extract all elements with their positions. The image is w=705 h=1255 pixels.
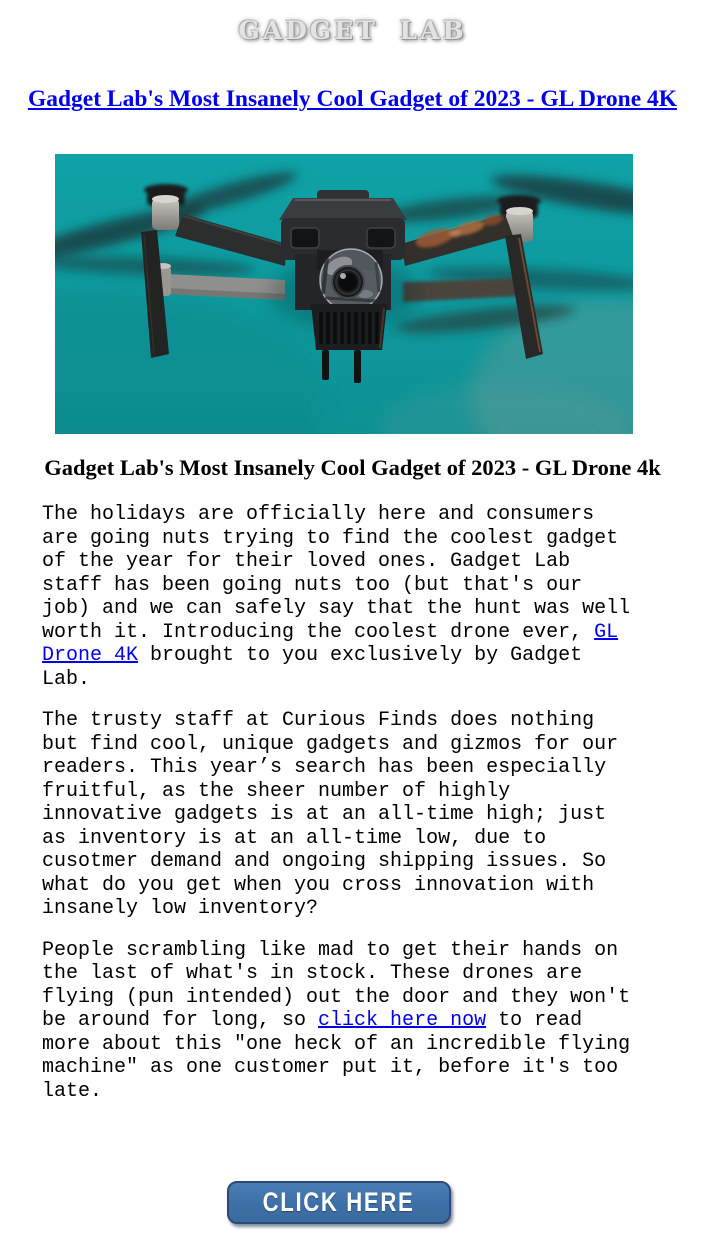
paragraph-text: brought to you exclusively by Gadget Lab.	[42, 644, 583, 691]
article-headline: Gadget Lab's Most Insanely Cool Gadget of 2023 - GL Drone 4k	[44, 455, 661, 480]
gadget-lab-logo	[0, 0, 705, 52]
paragraph-text: The holidays are officially here and consumers are going nuts trying to find the coolest gadget of the year for their loved ones. Gadget Lab staff has been going nuts too (but that's our job) and we can safely say that the hunt was well worth it. Introducing the coolest drone ever,	[42, 503, 631, 644]
paragraph	[42, 709, 635, 921]
click-here-now-link[interactable]: click here now	[318, 1009, 487, 1032]
paragraph	[42, 939, 635, 1104]
drone-sensor-left	[291, 228, 319, 248]
hero-drone-image	[55, 154, 633, 434]
cta-click-here-button[interactable]	[227, 1181, 451, 1224]
gadget-lab-logo-text: GADGET LAB	[238, 16, 467, 45]
paragraph-text: The trusty staff at Curious Finds does nothing but find cool, unique gadgets and gizmos for our readers. This year’s search has been especially fruitful, as the sheer number of highly innovative gadgets is at an all-time high; just as inventory is at an all-time low, due to cusotmer demand and ongoing shipping issues. So what do you get when you cross innovation with insanely low inventory?	[42, 709, 619, 920]
cta-row	[227, 1181, 705, 1224]
paragraph-text: People scrambling like mad to get their hands on the last of what's in stock. These drones are flying (pun intended) out the door and they won't be around for long, so	[42, 938, 631, 1032]
headline-link-row	[0, 85, 705, 116]
article-body	[42, 503, 635, 1103]
drone-camera-gimbal	[320, 249, 382, 311]
paragraph	[42, 503, 635, 691]
drone-sensor-right	[367, 228, 395, 248]
headline-link[interactable]: Gadget Lab's Most Insanely Cool Gadget of 2023 - GL Drone 4K	[27, 86, 678, 112]
drone-illustration	[55, 154, 633, 434]
paragraph-text: to read more about this "one heck of an incredible flying machine" as one customer put it, before it's too late.	[42, 1009, 631, 1103]
cta-button-label: CLICK HERE	[263, 1187, 415, 1217]
gl-drone-4k-link[interactable]: GL Drone 4K	[42, 620, 619, 667]
